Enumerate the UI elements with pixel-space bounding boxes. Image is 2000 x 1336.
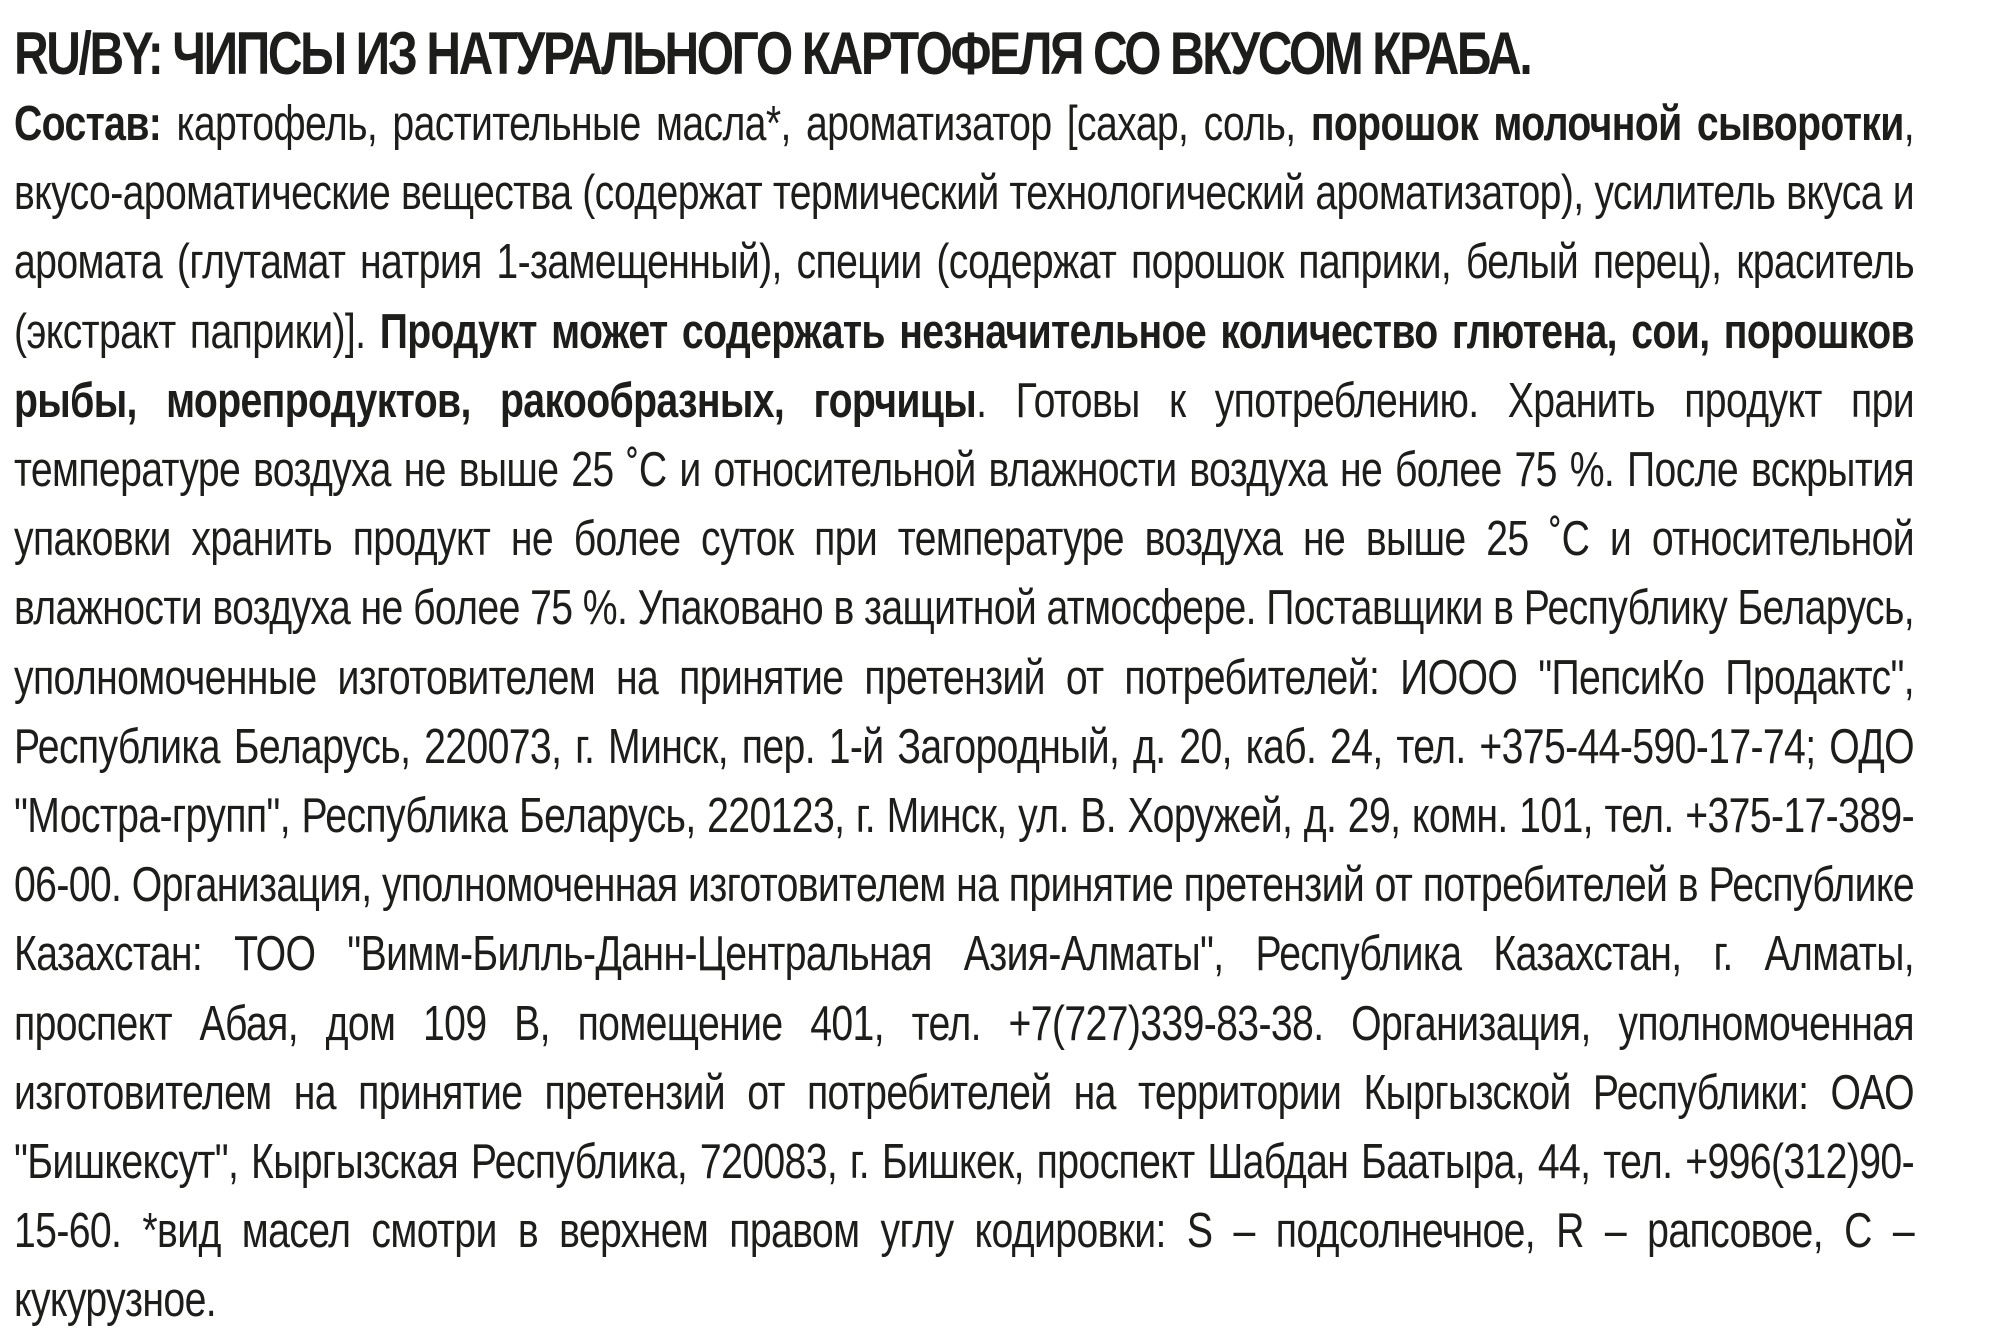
composition-label: Состав: bbox=[14, 97, 162, 151]
ingredients-text: картофель, растительные масла*, ароматизатор [сахар, соль, bbox=[161, 97, 1311, 151]
whey-allergen: порошок молочной сыворотки bbox=[1310, 97, 1904, 151]
ingredients-text-continued: , вкусо-ароматические вещества (содержат термический технологический ароматизатор), усилитель вкуса и аромата (глутамат натрия 1-замещенный), специи (содержат порошок паприки, белый перец), краситель (экстракт паприки)]. bbox=[14, 97, 1915, 359]
storage-and-suppliers-text: . Готовы к употреблению. Хранить продукт при температуре воздуха не выше 25 ˚C и относительной влажности воздуха не более 75 %. После вскрытия упаковки хранить продукт не более суток при температуре воздуха не выше 25 ˚C и относительной влажности воздуха не более 75 %. Упаковано в защитной атмосфере. Поставщики в Республику Беларусь, уполномоченные изготовителем на принятие претензий от потребителей: ИООО "ПепсиКо Продактс", Республика Беларусь, 220073, г. Минск, пер. 1-й Загородный, д. 20, каб. 24, тел. +375-44-590-17-74; ОДО "Мостра-групп", Республика Беларусь, 220123, г. Минск, ул. В. Хоружей, д. 29, комн. 101, тел. +375-17-389-06-00. Организация, уполномоченная изготовителем на принятие претензий от потребителей в Республике Казахстан: ТОО "Вимм-Билль-Данн-Центральная Азия-Алматы", Республика Казахстан, г. Алматы, проспект Абая, дом 109 В, помещение 401, тел. +7(727)339-83-38. Организация, уполномоченная изготовителем на принятие претензий от потребителей на территории Кыргызской Республики: ОАО "Бишкексут", Кыргызская Республика, 720083, г. Бишкек, проспект Шабдан Баатыра, 44, тел. +996(312)90-15-60. *вид масел смотри в верхнем правом углу кодировки: S – подсолнечное, R – рапсовое, C – кукурузное. bbox=[14, 373, 1914, 1328]
composition-text bbox=[14, 90, 1914, 1336]
product-title: RU/BY: ЧИПСЫ ИЗ НАТУРАЛЬНОГО КАРТОФЕЛЯ СО ВКУСОМ КРАБА. bbox=[14, 20, 1531, 87]
allergen-warning: Продукт может содержать незначительное количество глютена, сои, порошков рыбы, морепродуктов, ракообразных, горчицы bbox=[14, 304, 1914, 428]
